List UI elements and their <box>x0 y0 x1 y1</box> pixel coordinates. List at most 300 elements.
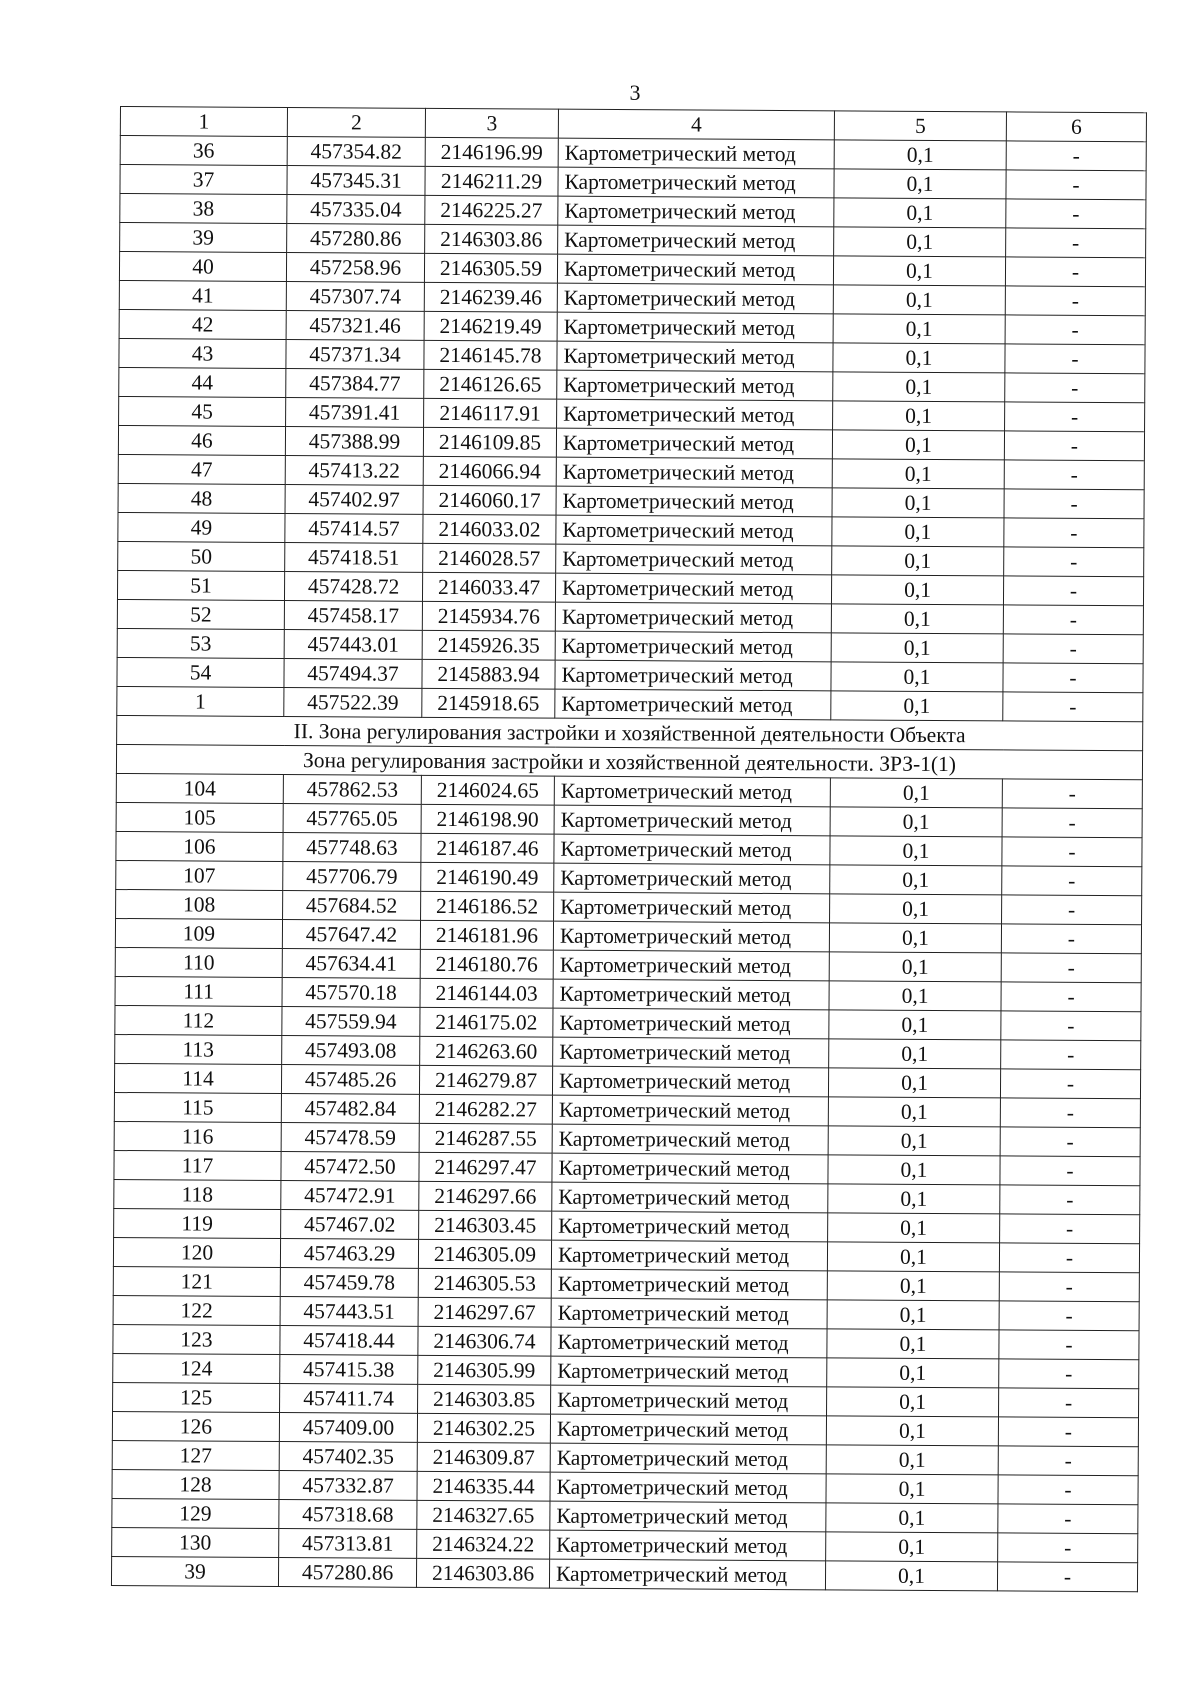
point-number-cell: 112 <box>115 1005 282 1035</box>
y-coordinate-cell: 2146060.17 <box>423 485 556 515</box>
note-cell: - <box>999 1330 1139 1360</box>
y-coordinate-cell: 2145918.65 <box>422 688 555 718</box>
x-coordinate-cell: 457443.01 <box>284 630 422 660</box>
y-coordinate-cell: 2146186.52 <box>421 891 554 921</box>
note-cell: - <box>999 1388 1139 1418</box>
note-cell: - <box>999 1272 1139 1302</box>
note-cell: - <box>997 1562 1137 1592</box>
x-coordinate-cell: 457280.86 <box>287 224 425 254</box>
point-number-cell: 124 <box>113 1353 280 1383</box>
method-cell: Картометрический метод <box>554 863 830 894</box>
method-cell: Картометрический метод <box>552 1211 828 1242</box>
method-cell: Картометрический метод <box>558 138 834 169</box>
method-cell: Картометрический метод <box>551 1269 827 1300</box>
y-coordinate-cell: 2146190.49 <box>421 862 554 892</box>
y-coordinate-cell: 2145934.76 <box>422 601 555 631</box>
method-cell: Картометрический метод <box>551 1356 827 1387</box>
note-cell: - <box>998 1446 1138 1476</box>
table-body-part1 <box>117 136 1147 722</box>
note-cell: - <box>1000 1069 1140 1099</box>
point-number-cell: 106 <box>116 831 283 861</box>
accuracy-cell: 0,1 <box>826 1445 998 1475</box>
note-cell: - <box>1001 924 1141 954</box>
note-cell: - <box>1004 431 1144 461</box>
point-number-cell: 40 <box>119 252 286 282</box>
method-cell: Картометрический метод <box>549 1559 825 1590</box>
coordinates-table <box>111 106 1147 1592</box>
y-coordinate-cell: 2146066.94 <box>423 456 556 486</box>
x-coordinate-cell: 457411.74 <box>280 1383 418 1413</box>
accuracy-cell: 0,1 <box>832 546 1004 576</box>
y-coordinate-cell: 2146181.96 <box>420 920 553 950</box>
accuracy-cell: 0,1 <box>832 488 1004 518</box>
y-coordinate-cell: 2146297.47 <box>419 1152 552 1182</box>
accuracy-cell: 0,1 <box>829 923 1001 953</box>
y-coordinate-cell: 2146263.60 <box>420 1036 553 1066</box>
note-cell: - <box>1004 518 1144 548</box>
method-cell: Картометрический метод <box>550 1414 826 1445</box>
method-cell: Картометрический метод <box>554 834 830 865</box>
x-coordinate-cell: 457522.39 <box>284 688 422 718</box>
x-coordinate-cell: 457414.57 <box>285 514 423 544</box>
method-cell: Картометрический метод <box>553 1037 829 1068</box>
note-cell: - <box>1002 808 1142 838</box>
x-coordinate-cell: 457391.41 <box>286 398 424 428</box>
method-cell: Картометрический метод <box>550 1443 826 1474</box>
note-cell: - <box>1005 402 1145 432</box>
note-cell: - <box>1001 1040 1141 1070</box>
table-row <box>111 1556 1137 1591</box>
method-cell: Картометрический метод <box>553 979 829 1010</box>
point-number-cell: 52 <box>117 599 284 629</box>
y-coordinate-cell: 2146211.29 <box>425 166 558 196</box>
accuracy-cell: 0,1 <box>828 1155 1000 1185</box>
point-number-cell: 39 <box>120 223 287 253</box>
accuracy-cell: 0,1 <box>833 285 1005 315</box>
method-cell: Картометрический метод <box>552 1066 828 1097</box>
y-coordinate-cell: 2146324.22 <box>417 1529 550 1559</box>
method-cell: Картометрический метод <box>556 457 832 488</box>
method-cell: Картометрический метод <box>558 167 834 198</box>
x-coordinate-cell: 457335.04 <box>287 195 425 225</box>
y-coordinate-cell: 2146109.85 <box>423 427 556 457</box>
accuracy-cell: 0,1 <box>826 1532 998 1562</box>
note-cell: - <box>1005 344 1145 374</box>
x-coordinate-cell: 457409.00 <box>279 1412 417 1442</box>
x-coordinate-cell: 457647.42 <box>282 920 420 950</box>
point-number-cell: 107 <box>116 860 283 890</box>
header-cell: 1 <box>120 107 287 137</box>
x-coordinate-cell: 457354.82 <box>287 137 425 167</box>
method-cell: Картометрический метод <box>557 341 833 372</box>
y-coordinate-cell: 2146306.74 <box>418 1326 551 1356</box>
y-coordinate-cell: 2146219.49 <box>424 311 557 341</box>
y-coordinate-cell: 2146024.65 <box>421 775 554 805</box>
x-coordinate-cell: 457418.44 <box>280 1326 418 1356</box>
accuracy-cell: 0,1 <box>831 633 1003 663</box>
accuracy-cell: 0,1 <box>834 227 1006 257</box>
method-cell: Картометрический метод <box>551 1298 827 1329</box>
y-coordinate-cell: 2146033.02 <box>423 514 556 544</box>
x-coordinate-cell: 457706.79 <box>283 862 421 892</box>
point-number-cell: 117 <box>114 1150 281 1180</box>
point-number-cell: 47 <box>118 454 285 484</box>
x-coordinate-cell: 457318.68 <box>279 1499 417 1529</box>
x-coordinate-cell: 457415.38 <box>280 1354 418 1384</box>
y-coordinate-cell: 2146180.76 <box>420 949 553 979</box>
point-number-cell: 38 <box>120 194 287 224</box>
accuracy-cell: 0,1 <box>832 430 1004 460</box>
note-cell: - <box>998 1475 1138 1505</box>
accuracy-cell: 0,1 <box>828 1097 1000 1127</box>
note-cell: - <box>1000 1185 1140 1215</box>
note-cell: - <box>1004 460 1144 490</box>
note-cell: - <box>1006 141 1146 171</box>
note-cell: - <box>1003 663 1143 693</box>
y-coordinate-cell: 2146303.85 <box>418 1384 551 1414</box>
note-cell: - <box>999 1301 1139 1331</box>
accuracy-cell: 0,1 <box>833 256 1005 286</box>
method-cell: Картометрический метод <box>557 399 833 430</box>
note-cell: - <box>1001 982 1141 1012</box>
point-number-cell: 108 <box>116 889 283 919</box>
note-cell: - <box>1000 1127 1140 1157</box>
method-cell: Картометрический метод <box>558 225 834 256</box>
note-cell: - <box>1003 576 1143 606</box>
point-number-cell: 115 <box>114 1092 281 1122</box>
x-coordinate-cell: 457559.94 <box>282 1007 420 1037</box>
method-cell: Картометрический метод <box>554 892 830 923</box>
accuracy-cell: 0,1 <box>830 865 1002 895</box>
accuracy-cell: 0,1 <box>832 517 1004 547</box>
x-coordinate-cell: 457313.81 <box>279 1528 417 1558</box>
method-cell: Картометрический метод <box>552 1124 828 1155</box>
x-coordinate-cell: 457472.91 <box>281 1181 419 1211</box>
point-number-cell: 127 <box>112 1440 279 1470</box>
accuracy-cell: 0,1 <box>831 575 1003 605</box>
method-cell: Картометрический метод <box>551 1327 827 1358</box>
y-coordinate-cell: 2146144.03 <box>420 978 553 1008</box>
point-number-cell: 104 <box>116 773 283 803</box>
method-cell: Картометрический метод <box>557 254 833 285</box>
note-cell: - <box>1006 228 1146 258</box>
accuracy-cell: 0,1 <box>834 198 1006 228</box>
y-coordinate-cell: 2146305.09 <box>418 1239 551 1269</box>
point-number-cell: 1 <box>117 686 284 716</box>
point-number-cell: 125 <box>113 1382 280 1412</box>
x-coordinate-cell: 457258.96 <box>286 253 424 283</box>
point-number-cell: 37 <box>120 165 287 195</box>
method-cell: Картометрический метод <box>557 312 833 343</box>
x-coordinate-cell: 457345.31 <box>287 166 425 196</box>
method-cell: Картометрический метод <box>554 776 830 807</box>
x-coordinate-cell: 457463.29 <box>280 1239 418 1269</box>
method-cell: Картометрический метод <box>556 428 832 459</box>
note-cell: - <box>1002 837 1142 867</box>
method-cell: Картометрический метод <box>552 1153 828 1184</box>
x-coordinate-cell: 457307.74 <box>286 282 424 312</box>
note-cell: - <box>1000 1156 1140 1186</box>
y-coordinate-cell: 2146282.27 <box>419 1094 552 1124</box>
note-cell: - <box>999 1243 1139 1273</box>
subsection-title: Зона регулирования застройки и хозяйственной деятельности. ЗРЗ-1(1) <box>116 744 1142 779</box>
point-number-cell: 116 <box>114 1121 281 1151</box>
note-cell: - <box>1002 779 1142 809</box>
point-number-cell: 51 <box>117 570 284 600</box>
x-coordinate-cell: 457388.99 <box>285 427 423 457</box>
y-coordinate-cell: 2146327.65 <box>417 1500 550 1530</box>
note-cell: - <box>1005 286 1145 316</box>
x-coordinate-cell: 457765.05 <box>283 804 421 834</box>
accuracy-cell: 0,1 <box>834 140 1006 170</box>
accuracy-cell: 0,1 <box>829 981 1001 1011</box>
header-cell: 3 <box>425 108 558 138</box>
point-number-cell: 110 <box>115 947 282 977</box>
note-cell: - <box>998 1417 1138 1447</box>
point-number-cell: 129 <box>112 1498 279 1528</box>
x-coordinate-cell: 457485.26 <box>281 1065 419 1095</box>
y-coordinate-cell: 2146302.25 <box>417 1413 550 1443</box>
accuracy-cell: 0,1 <box>828 1213 1000 1243</box>
note-cell: - <box>1001 953 1141 983</box>
note-cell: - <box>1005 257 1145 287</box>
y-coordinate-cell: 2146297.67 <box>418 1297 551 1327</box>
accuracy-cell: 0,1 <box>830 807 1002 837</box>
x-coordinate-cell: 457748.63 <box>283 833 421 863</box>
method-cell: Картометрический метод <box>553 950 829 981</box>
x-coordinate-cell: 457321.46 <box>286 311 424 341</box>
point-number-cell: 109 <box>115 918 282 948</box>
method-cell: Картометрический метод <box>553 921 829 952</box>
accuracy-cell: 0,1 <box>827 1358 999 1388</box>
x-coordinate-cell: 457402.35 <box>279 1441 417 1471</box>
method-cell: Картометрический метод <box>556 486 832 517</box>
method-cell: Картометрический метод <box>552 1182 828 1213</box>
x-coordinate-cell: 457684.52 <box>283 891 421 921</box>
method-cell: Картометрический метод <box>558 196 834 227</box>
accuracy-cell: 0,1 <box>830 778 1002 808</box>
accuracy-cell: 0,1 <box>829 1039 1001 1069</box>
note-cell: - <box>998 1504 1138 1534</box>
y-coordinate-cell: 2146303.86 <box>416 1558 549 1588</box>
point-number-cell: 41 <box>119 280 286 310</box>
x-coordinate-cell: 457634.41 <box>282 949 420 979</box>
method-cell: Картометрический метод <box>556 544 832 575</box>
y-coordinate-cell: 2146117.91 <box>424 398 557 428</box>
x-coordinate-cell: 457459.78 <box>280 1268 418 1298</box>
y-coordinate-cell: 2146145.78 <box>424 340 557 370</box>
x-coordinate-cell: 457482.84 <box>281 1094 419 1124</box>
point-number-cell: 113 <box>115 1034 282 1064</box>
method-cell: Картометрический метод <box>551 1240 827 1271</box>
method-cell: Картометрический метод <box>557 370 833 401</box>
y-coordinate-cell: 2146305.59 <box>424 253 557 283</box>
point-number-cell: 119 <box>114 1208 281 1238</box>
y-coordinate-cell: 2146187.46 <box>421 833 554 863</box>
section-title: II. Зона регулирования застройки и хозяйственной деятельности Объекта <box>117 715 1143 750</box>
note-cell: - <box>1000 1214 1140 1244</box>
accuracy-cell: 0,1 <box>833 343 1005 373</box>
point-number-cell: 123 <box>113 1324 280 1354</box>
note-cell: - <box>1006 199 1146 229</box>
y-coordinate-cell: 2146309.87 <box>417 1442 550 1472</box>
method-cell: Картометрический метод <box>557 283 833 314</box>
accuracy-cell: 0,1 <box>833 401 1005 431</box>
method-cell: Картометрический метод <box>555 631 831 662</box>
method-cell: Картометрический метод <box>555 573 831 604</box>
point-number-cell: 130 <box>112 1527 279 1557</box>
y-coordinate-cell: 2146335.44 <box>417 1471 550 1501</box>
section-headers <box>116 715 1142 779</box>
accuracy-cell: 0,1 <box>833 372 1005 402</box>
accuracy-cell: 0,1 <box>826 1416 998 1446</box>
y-coordinate-cell: 2146196.99 <box>425 137 558 167</box>
note-cell: - <box>1004 489 1144 519</box>
accuracy-cell: 0,1 <box>828 1184 1000 1214</box>
note-cell: - <box>1005 315 1145 345</box>
x-coordinate-cell: 457478.59 <box>281 1123 419 1153</box>
method-cell: Картометрический метод <box>550 1501 826 1532</box>
accuracy-cell: 0,1 <box>825 1561 997 1591</box>
x-coordinate-cell: 457280.86 <box>278 1557 416 1587</box>
point-number-cell: 49 <box>118 512 285 542</box>
x-coordinate-cell: 457458.17 <box>284 601 422 631</box>
header-cell: 5 <box>834 111 1006 141</box>
method-cell: Картометрический метод <box>555 689 831 720</box>
y-coordinate-cell: 2146297.66 <box>419 1181 552 1211</box>
x-coordinate-cell: 457413.22 <box>285 456 423 486</box>
method-cell: Картометрический метод <box>551 1385 827 1416</box>
y-coordinate-cell: 2146028.57 <box>423 543 556 573</box>
x-coordinate-cell: 457862.53 <box>283 775 421 805</box>
point-number-cell: 39 <box>111 1556 278 1586</box>
page-number: 3 <box>629 80 641 105</box>
note-cell: - <box>999 1359 1139 1389</box>
accuracy-cell: 0,1 <box>829 952 1001 982</box>
x-coordinate-cell: 457472.50 <box>281 1152 419 1182</box>
note-cell: - <box>998 1533 1138 1563</box>
header-cell: 4 <box>558 109 834 140</box>
accuracy-cell: 0,1 <box>827 1300 999 1330</box>
note-cell: - <box>1003 634 1143 664</box>
method-cell: Картометрический метод <box>550 1530 826 1561</box>
accuracy-cell: 0,1 <box>829 1010 1001 1040</box>
point-number-cell: 45 <box>119 396 286 426</box>
point-number-cell: 36 <box>120 136 287 166</box>
x-coordinate-cell: 457443.51 <box>280 1297 418 1327</box>
header-cell: 6 <box>1006 112 1146 142</box>
y-coordinate-cell: 2146225.27 <box>425 195 558 225</box>
note-cell: - <box>1006 170 1146 200</box>
accuracy-cell: 0,1 <box>831 662 1003 692</box>
point-number-cell: 105 <box>116 802 283 832</box>
x-coordinate-cell: 457493.08 <box>282 1036 420 1066</box>
accuracy-cell: 0,1 <box>830 894 1002 924</box>
note-cell: - <box>1002 895 1142 925</box>
method-cell: Картометрический метод <box>553 1008 829 1039</box>
method-cell: Картометрический метод <box>555 660 831 691</box>
table-body-part2 <box>111 773 1142 1591</box>
point-number-cell: 50 <box>118 541 285 571</box>
accuracy-cell: 0,1 <box>827 1242 999 1272</box>
note-cell: - <box>1003 692 1143 722</box>
point-number-cell: 54 <box>117 657 284 687</box>
point-number-cell: 128 <box>112 1469 279 1499</box>
y-coordinate-cell: 2146303.45 <box>419 1210 552 1240</box>
point-number-cell: 126 <box>112 1411 279 1441</box>
y-coordinate-cell: 2146033.47 <box>422 572 555 602</box>
y-coordinate-cell: 2146287.55 <box>419 1123 552 1153</box>
point-number-cell: 122 <box>113 1295 280 1325</box>
y-coordinate-cell: 2146303.86 <box>425 224 558 254</box>
accuracy-cell: 0,1 <box>827 1329 999 1359</box>
note-cell: - <box>1002 866 1142 896</box>
x-coordinate-cell: 457428.72 <box>284 572 422 602</box>
header-cell: 2 <box>287 108 425 138</box>
x-coordinate-cell: 457570.18 <box>282 978 420 1008</box>
method-cell: Картометрический метод <box>550 1472 826 1503</box>
accuracy-cell: 0,1 <box>832 459 1004 489</box>
point-number-cell: 120 <box>113 1237 280 1267</box>
x-coordinate-cell: 457332.87 <box>279 1470 417 1500</box>
point-number-cell: 46 <box>118 425 285 455</box>
y-coordinate-cell: 2146239.46 <box>424 282 557 312</box>
note-cell: - <box>1005 373 1145 403</box>
note-cell: - <box>1004 547 1144 577</box>
x-coordinate-cell: 457494.37 <box>284 659 422 689</box>
point-number-cell: 48 <box>118 483 285 513</box>
point-number-cell: 111 <box>115 976 282 1006</box>
y-coordinate-cell: 2146175.02 <box>420 1007 553 1037</box>
note-cell: - <box>1000 1098 1140 1128</box>
point-number-cell: 43 <box>119 338 286 368</box>
accuracy-cell: 0,1 <box>828 1068 1000 1098</box>
y-coordinate-cell: 2145926.35 <box>422 630 555 660</box>
accuracy-cell: 0,1 <box>834 169 1006 199</box>
x-coordinate-cell: 457467.02 <box>281 1210 419 1240</box>
accuracy-cell: 0,1 <box>828 1126 1000 1156</box>
point-number-cell: 114 <box>114 1063 281 1093</box>
accuracy-cell: 0,1 <box>827 1271 999 1301</box>
accuracy-cell: 0,1 <box>831 691 1003 721</box>
x-coordinate-cell: 457384.77 <box>286 369 424 399</box>
x-coordinate-cell: 457418.51 <box>285 543 423 573</box>
accuracy-cell: 0,1 <box>831 604 1003 634</box>
point-number-cell: 118 <box>114 1179 281 1209</box>
x-coordinate-cell: 457371.34 <box>286 340 424 370</box>
point-number-cell: 53 <box>117 628 284 658</box>
method-cell: Картометрический метод <box>555 602 831 633</box>
accuracy-cell: 0,1 <box>830 836 1002 866</box>
point-number-cell: 44 <box>119 367 286 397</box>
y-coordinate-cell: 2146198.90 <box>421 804 554 834</box>
method-cell: Картометрический метод <box>556 515 832 546</box>
y-coordinate-cell: 2145883.94 <box>422 659 555 689</box>
y-coordinate-cell: 2146126.65 <box>424 369 557 399</box>
x-coordinate-cell: 457402.97 <box>285 485 423 515</box>
note-cell: - <box>1001 1011 1141 1041</box>
point-number-cell: 121 <box>113 1266 280 1296</box>
note-cell: - <box>1003 605 1143 635</box>
accuracy-cell: 0,1 <box>827 1387 999 1417</box>
accuracy-cell: 0,1 <box>826 1503 998 1533</box>
point-number-cell: 42 <box>119 309 286 339</box>
method-cell: Картометрический метод <box>552 1095 828 1126</box>
method-cell: Картометрический метод <box>554 805 830 836</box>
y-coordinate-cell: 2146305.53 <box>418 1268 551 1298</box>
y-coordinate-cell: 2146279.87 <box>419 1065 552 1095</box>
y-coordinate-cell: 2146305.99 <box>418 1355 551 1385</box>
